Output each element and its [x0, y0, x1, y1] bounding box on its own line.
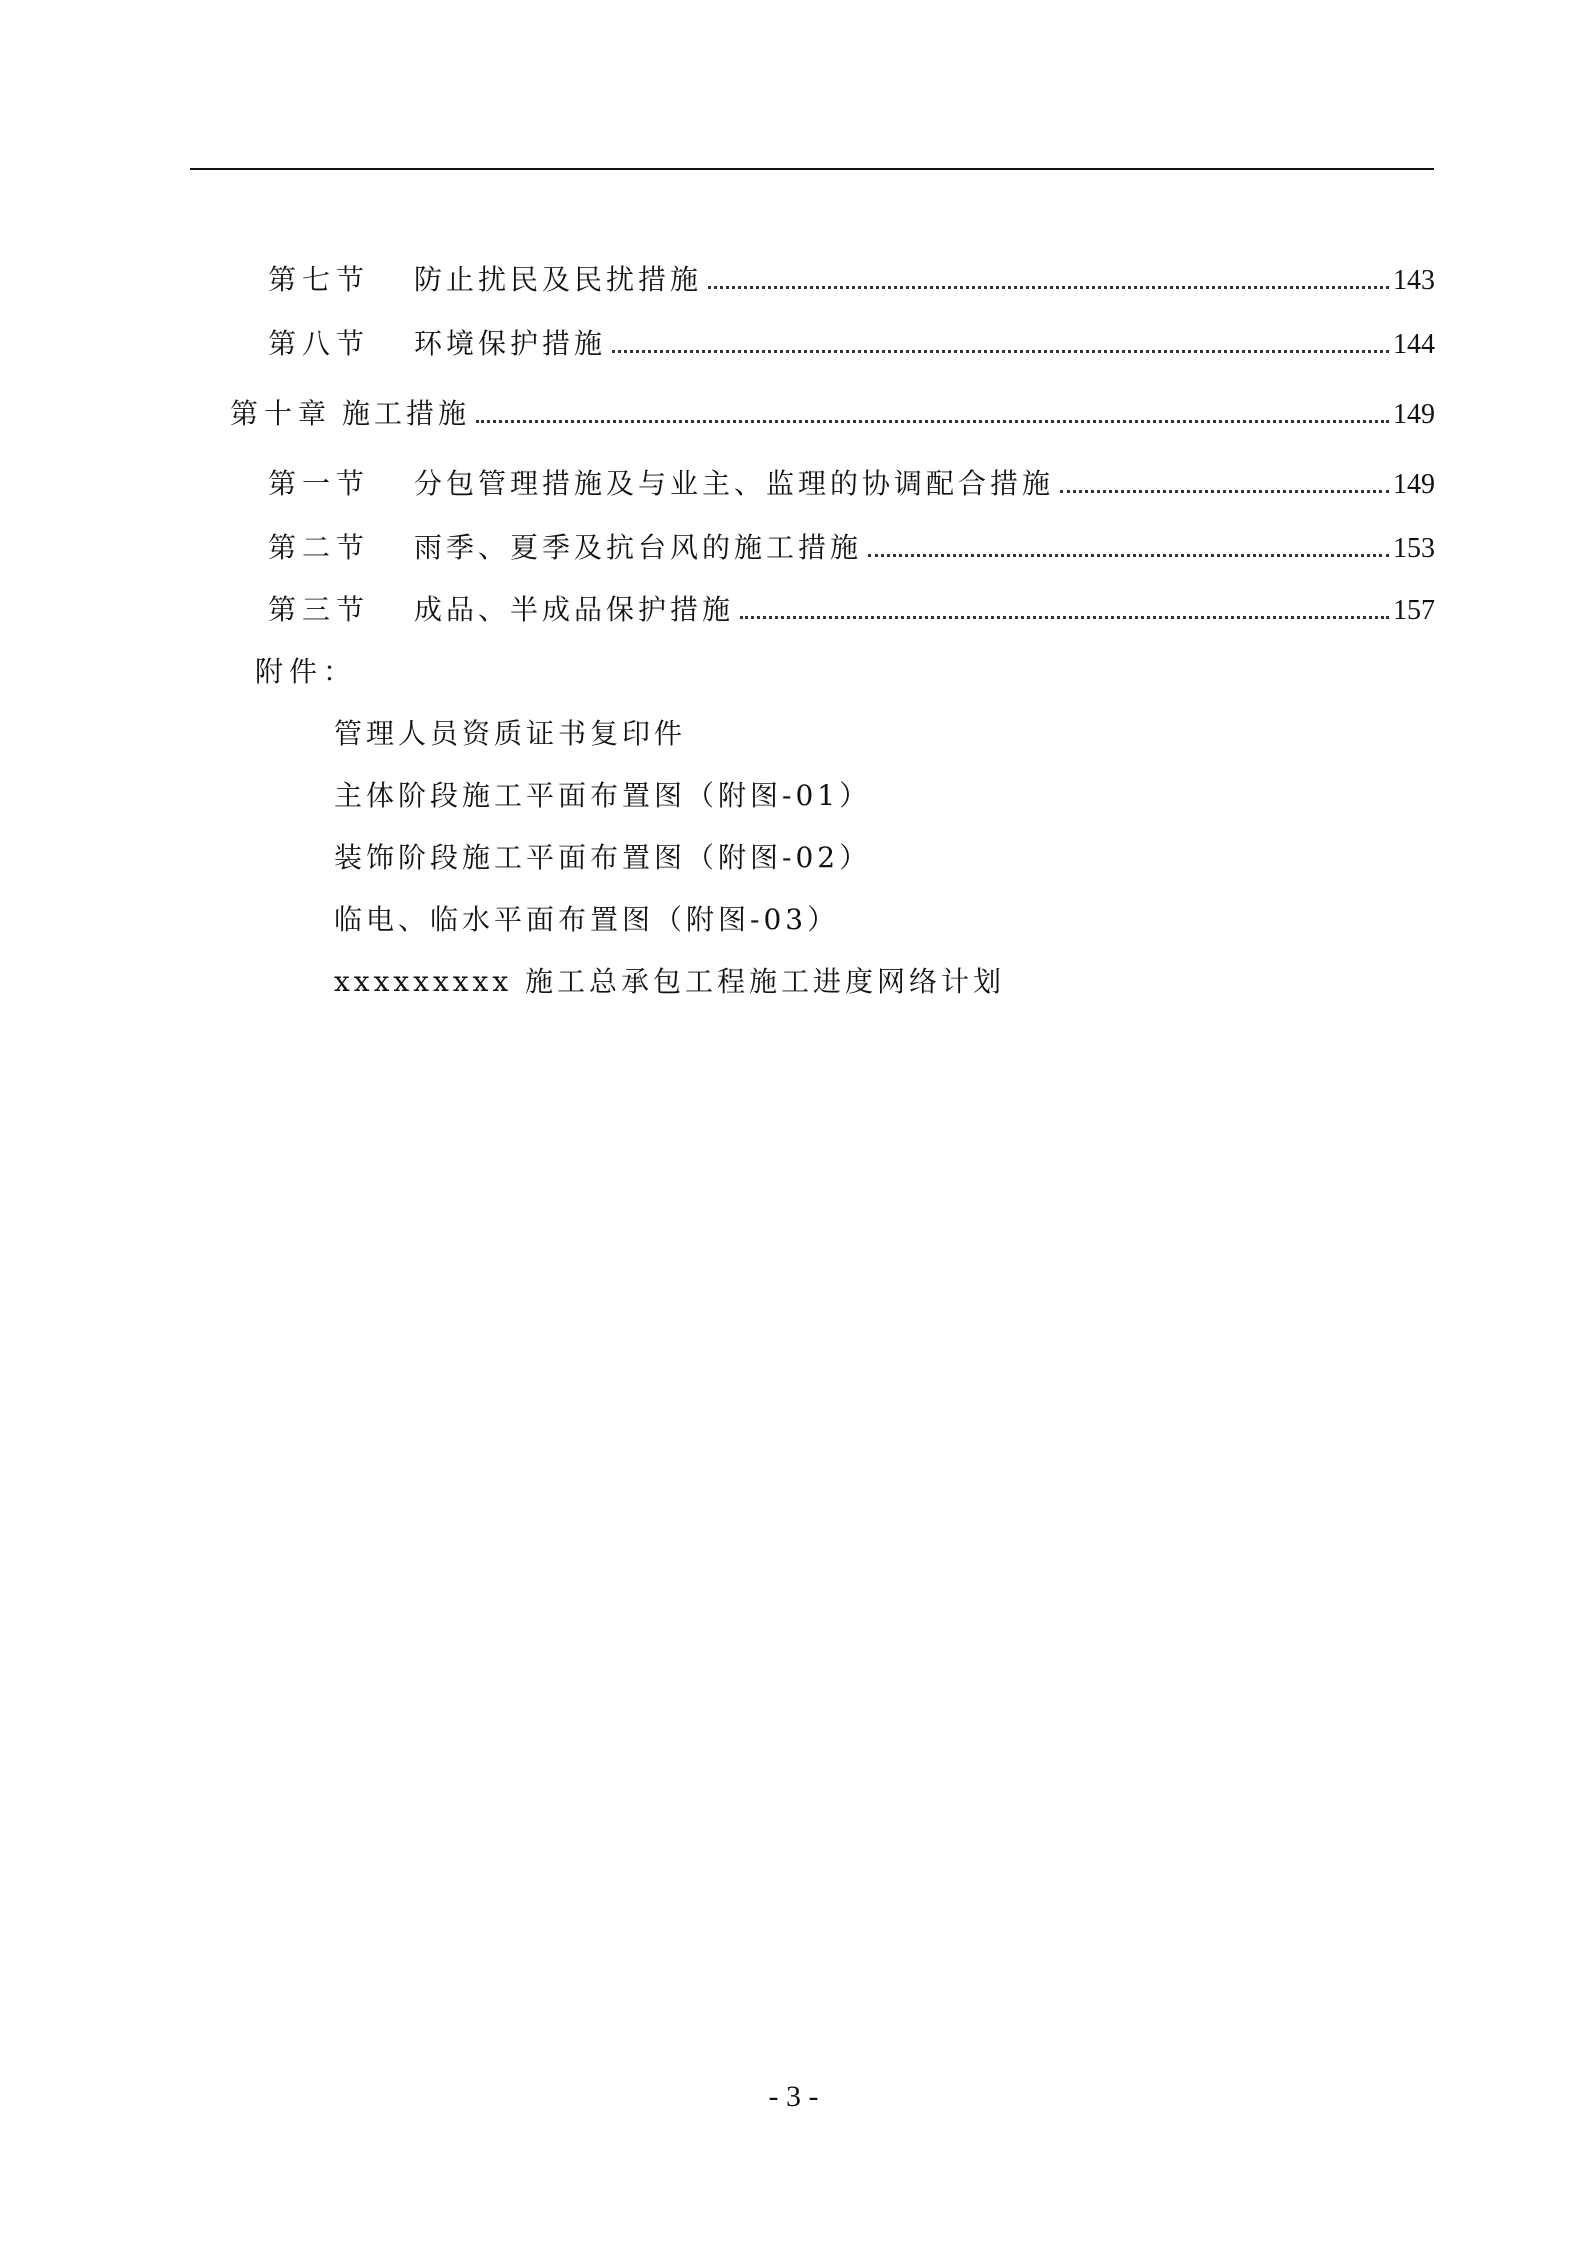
- toc-entry[interactable]: [230, 392, 1435, 432]
- toc-dot-leader: [1060, 490, 1389, 493]
- toc-entry-title: 成品、半成品保护措施: [414, 593, 735, 626]
- toc-dot-leader: [740, 616, 1389, 619]
- toc-dot-leader: [868, 554, 1389, 557]
- toc-entry[interactable]: [268, 322, 1435, 362]
- attachments-label: 附件：: [255, 655, 358, 688]
- toc-entry-number: 第七节: [268, 263, 371, 296]
- toc-dot-leader: [476, 420, 1389, 423]
- toc-dot-leader: [612, 350, 1389, 353]
- toc-entry-number: 第二节: [268, 531, 371, 564]
- toc-entry-title: 雨季、夏季及抗台风的施工措施: [414, 531, 863, 564]
- attachment-item: 管理人员资质证书复印件: [334, 717, 687, 750]
- header-rule: [190, 168, 1434, 170]
- toc-entry-title: 施工措施: [342, 397, 471, 430]
- toc-entry-page: 153: [1393, 533, 1435, 564]
- toc-entry-page: 157: [1393, 595, 1435, 626]
- toc-entry-page: 143: [1393, 265, 1435, 296]
- toc-entry-page: 149: [1393, 469, 1435, 500]
- toc-entry[interactable]: [268, 526, 1435, 566]
- toc-entry-number: 第三节: [268, 593, 371, 626]
- toc-dot-leader: [708, 286, 1389, 289]
- attachment-item: 装饰阶段施工平面布置图（附图-02）: [334, 841, 872, 874]
- toc-entry-number: 第十章: [230, 397, 333, 430]
- toc-entry-page: 144: [1393, 329, 1435, 360]
- toc-entry[interactable]: [268, 588, 1435, 628]
- page-number: - 3 -: [768, 2080, 819, 2113]
- toc-entry[interactable]: [268, 258, 1435, 298]
- toc-entry-number: 第一节: [268, 467, 371, 500]
- toc-entry-title: 防止扰民及民扰措施: [414, 263, 703, 296]
- attachment-item: 临电、临水平面布置图（附图-03）: [334, 903, 840, 936]
- toc-entry-title: 环境保护措施: [414, 327, 607, 360]
- attachment-item: xxxxxxxxx 施工总承包工程施工进度网络计划: [334, 965, 1006, 998]
- toc-entry-title: 分包管理措施及与业主、监理的协调配合措施: [414, 467, 1055, 500]
- attachment-item: 主体阶段施工平面布置图（附图-01）: [334, 779, 872, 812]
- toc-entry[interactable]: [268, 462, 1435, 502]
- toc-entry-page: 149: [1393, 399, 1435, 430]
- toc-entry-number: 第八节: [268, 327, 371, 360]
